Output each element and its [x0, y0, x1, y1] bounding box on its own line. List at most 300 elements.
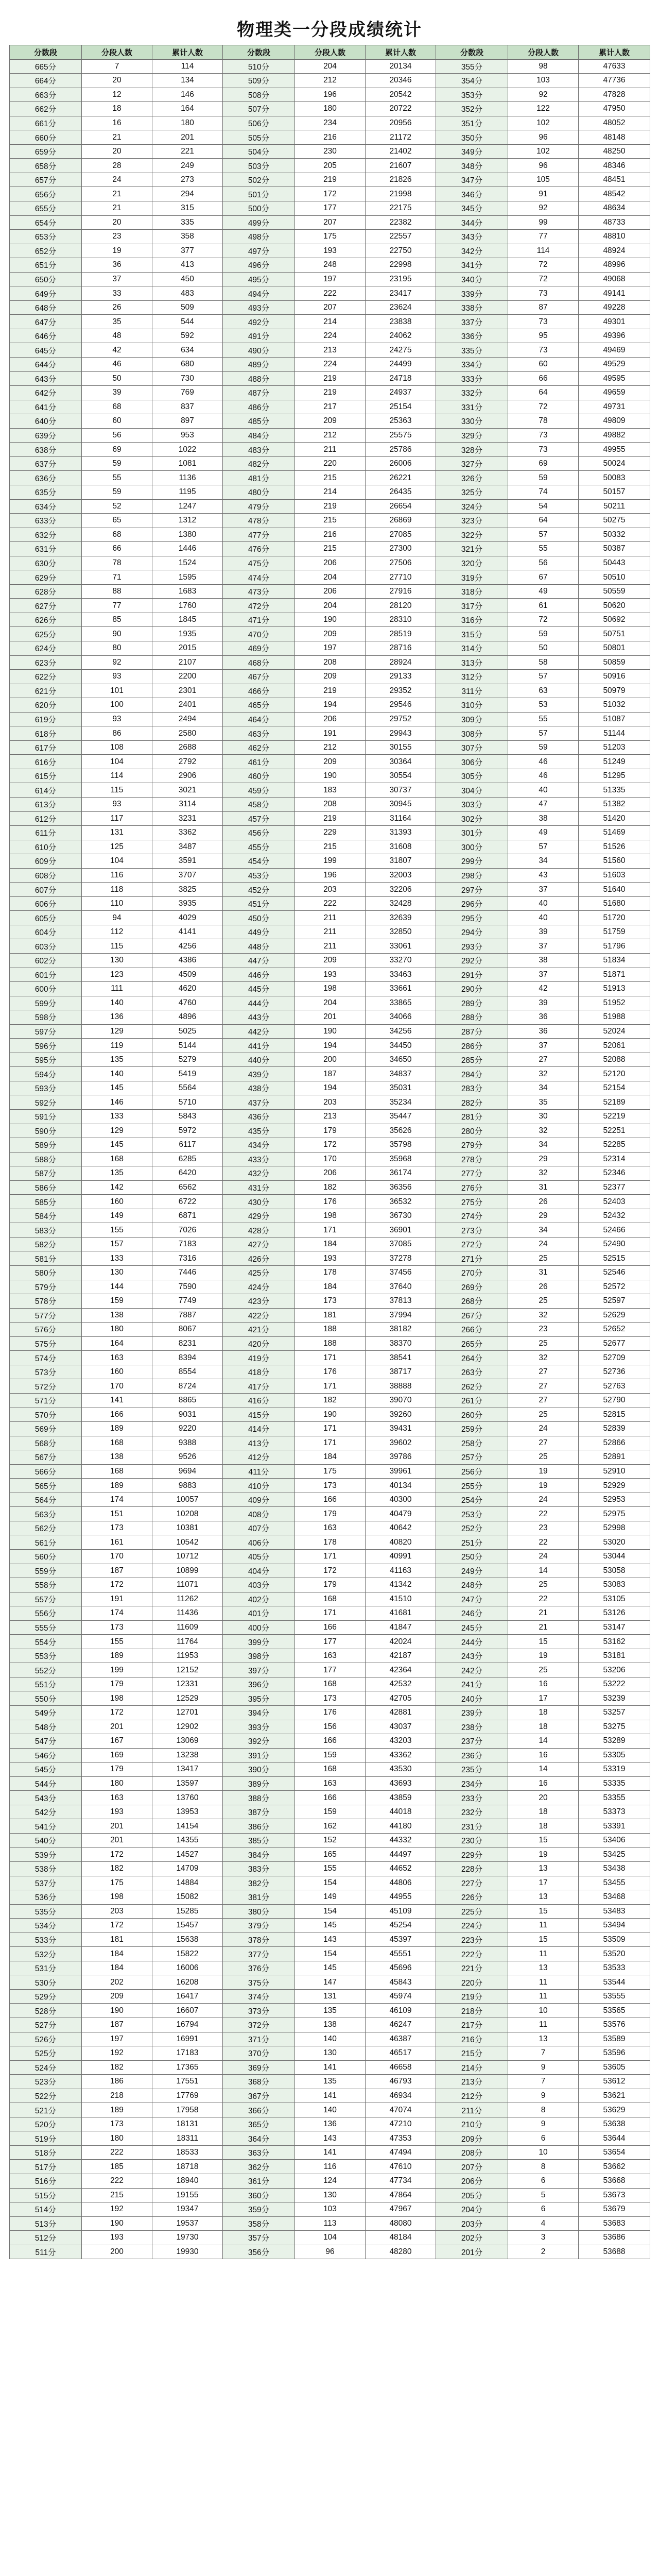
table-row: [10, 2060, 650, 2075]
segment-count-cell: 68: [82, 400, 152, 414]
score-cell: 641分: [10, 400, 82, 414]
segment-count-cell: 155: [82, 1635, 152, 1649]
score-cell: 550分: [10, 1691, 82, 1706]
table-row: [10, 1989, 650, 2004]
score-cell: 349分: [436, 144, 508, 159]
score-cell: 476分: [223, 542, 295, 556]
score-cell: 314分: [436, 641, 508, 655]
score-cell: 462分: [223, 740, 295, 755]
segment-count-cell: 156: [295, 1720, 366, 1734]
segment-count-cell: 170: [295, 1152, 366, 1166]
cumulative-count-cell: 50387: [579, 542, 650, 556]
cumulative-count-cell: 52346: [579, 1166, 650, 1181]
score-cell: 610分: [10, 840, 82, 854]
cumulative-count-cell: 16208: [152, 1975, 223, 1990]
score-cell: 354分: [436, 74, 508, 88]
score-cell: 367分: [223, 2089, 295, 2103]
segment-count-cell: 193: [295, 968, 366, 982]
segment-count-cell: 171: [295, 1379, 366, 1394]
cumulative-count-cell: 52815: [579, 1408, 650, 1422]
score-cell: 248分: [436, 1578, 508, 1592]
segment-count-cell: 85: [82, 613, 152, 627]
score-cell: 268分: [436, 1294, 508, 1309]
segment-count-cell: 46: [82, 358, 152, 372]
score-cell: 350分: [436, 130, 508, 145]
segment-count-cell: 146: [82, 1095, 152, 1110]
table-row: [10, 1223, 650, 1238]
segment-count-cell: 15: [508, 1904, 579, 1919]
cumulative-count-cell: 53668: [579, 2174, 650, 2189]
cumulative-count-cell: 50692: [579, 613, 650, 627]
score-cell: 401分: [223, 1606, 295, 1621]
cumulative-count-cell: 53520: [579, 1947, 650, 1961]
score-cell: 500分: [223, 201, 295, 216]
cumulative-count-cell: 40991: [366, 1549, 436, 1564]
cumulative-count-cell: 47736: [579, 74, 650, 88]
score-cell: 412分: [223, 1450, 295, 1465]
score-cell: 303分: [436, 797, 508, 811]
segment-count-cell: 48: [82, 329, 152, 343]
cumulative-count-cell: 48996: [579, 258, 650, 273]
segment-count-cell: 155: [295, 1862, 366, 1876]
cumulative-count-cell: 50916: [579, 670, 650, 684]
score-cell: 541分: [10, 1819, 82, 1834]
cumulative-count-cell: 35031: [366, 1081, 436, 1095]
segment-count-cell: 141: [295, 2145, 366, 2160]
cumulative-count-cell: 53679: [579, 2202, 650, 2217]
cumulative-count-cell: 4620: [152, 982, 223, 996]
score-cell: 335分: [436, 343, 508, 358]
table-row: [10, 1095, 650, 1110]
score-cell: 496分: [223, 258, 295, 273]
score-cell: 253分: [436, 1507, 508, 1521]
segment-count-cell: 91: [508, 187, 579, 201]
score-cell: 578分: [10, 1294, 82, 1309]
cumulative-count-cell: 28120: [366, 599, 436, 613]
segment-count-cell: 13: [508, 1862, 579, 1876]
segment-count-cell: 39: [508, 996, 579, 1010]
segment-count-cell: 57: [508, 840, 579, 854]
score-cell: 244分: [436, 1635, 508, 1649]
score-cell: 218分: [436, 2004, 508, 2018]
cumulative-count-cell: 53638: [579, 2117, 650, 2131]
segment-count-cell: 46: [508, 769, 579, 783]
score-cell: 389分: [223, 1776, 295, 1791]
cumulative-count-cell: 38370: [366, 1336, 436, 1351]
cumulative-count-cell: 50024: [579, 456, 650, 471]
segment-count-cell: 143: [295, 2131, 366, 2146]
score-cell: 512分: [10, 2231, 82, 2245]
segment-count-cell: 154: [295, 1876, 366, 1890]
cumulative-count-cell: 51335: [579, 783, 650, 798]
cumulative-count-cell: 8865: [152, 1393, 223, 1408]
segment-count-cell: 130: [82, 1266, 152, 1280]
segment-count-cell: 141: [82, 1393, 152, 1408]
score-cell: 485分: [223, 414, 295, 429]
cumulative-count-cell: 13760: [152, 1791, 223, 1805]
cumulative-count-cell: 46247: [366, 2018, 436, 2032]
score-cell: 457分: [223, 811, 295, 826]
cumulative-count-cell: 49228: [579, 300, 650, 315]
cumulative-count-cell: 1195: [152, 485, 223, 499]
cumulative-count-cell: 25786: [366, 443, 436, 457]
score-cell: 283分: [436, 1081, 508, 1095]
segment-count-cell: 166: [295, 1791, 366, 1805]
cumulative-count-cell: 39070: [366, 1393, 436, 1408]
cumulative-count-cell: 22998: [366, 258, 436, 273]
segment-count-cell: 16: [508, 1776, 579, 1791]
score-cell: 467分: [223, 670, 295, 684]
score-cell: 439分: [223, 1067, 295, 1081]
segment-count-cell: 21: [508, 1620, 579, 1635]
cumulative-count-cell: 37813: [366, 1294, 436, 1309]
cumulative-count-cell: 50443: [579, 556, 650, 570]
cumulative-count-cell: 3231: [152, 811, 223, 826]
cumulative-count-cell: 8394: [152, 1351, 223, 1365]
segment-count-cell: 145: [295, 1961, 366, 1975]
segment-count-cell: 33: [82, 286, 152, 301]
score-cell: 664分: [10, 74, 82, 88]
segment-count-cell: 37: [82, 272, 152, 286]
cumulative-count-cell: 52154: [579, 1081, 650, 1095]
cumulative-count-cell: 7590: [152, 1280, 223, 1294]
table-row: [10, 1890, 650, 1905]
cumulative-count-cell: 10381: [152, 1521, 223, 1535]
cumulative-count-cell: 9220: [152, 1422, 223, 1436]
cumulative-count-cell: 10712: [152, 1549, 223, 1564]
score-cell: 305分: [436, 769, 508, 783]
segment-count-cell: 168: [295, 1762, 366, 1777]
score-cell: 375分: [223, 1975, 295, 1990]
segment-count-cell: 140: [295, 2032, 366, 2046]
score-cell: 585分: [10, 1195, 82, 1209]
segment-count-cell: 27: [508, 1436, 579, 1450]
column-header: 累计人数: [152, 45, 223, 60]
score-cell: 249分: [436, 1564, 508, 1578]
score-cell: 450分: [223, 911, 295, 925]
table-row: [10, 1365, 650, 1379]
segment-count-cell: 184: [295, 1280, 366, 1294]
table-row: [10, 570, 650, 585]
score-cell: 323分: [436, 514, 508, 528]
segment-count-cell: 77: [82, 599, 152, 613]
score-cell: 221分: [436, 1961, 508, 1975]
segment-count-cell: 197: [295, 272, 366, 286]
score-cell: 290分: [436, 982, 508, 996]
segment-count-cell: 34: [508, 1081, 579, 1095]
score-cell: 266分: [436, 1323, 508, 1337]
cumulative-count-cell: 164: [152, 102, 223, 116]
cumulative-count-cell: 9031: [152, 1408, 223, 1422]
score-cell: 411分: [223, 1464, 295, 1479]
segment-count-cell: 171: [295, 1549, 366, 1564]
cumulative-count-cell: 45974: [366, 1989, 436, 2004]
cumulative-count-cell: 50083: [579, 471, 650, 485]
cumulative-count-cell: 7446: [152, 1266, 223, 1280]
segment-count-cell: 160: [82, 1195, 152, 1209]
segment-count-cell: 27: [508, 1379, 579, 1394]
score-cell: 513分: [10, 2216, 82, 2231]
score-cell: 216分: [436, 2032, 508, 2046]
segment-count-cell: 68: [82, 528, 152, 542]
score-cell: 573分: [10, 1365, 82, 1379]
segment-count-cell: 78: [508, 414, 579, 429]
segment-count-cell: 189: [82, 1649, 152, 1663]
segment-count-cell: 222: [82, 2145, 152, 2160]
score-cell: 417分: [223, 1379, 295, 1394]
table-row: [10, 1152, 650, 1166]
cumulative-count-cell: 53621: [579, 2089, 650, 2103]
cumulative-count-cell: 53483: [579, 1904, 650, 1919]
cumulative-count-cell: 31393: [366, 826, 436, 840]
segment-count-cell: 193: [295, 1251, 366, 1266]
segment-count-cell: 25: [508, 1336, 579, 1351]
score-cell: 239分: [436, 1705, 508, 1720]
score-cell: 534分: [10, 1919, 82, 1933]
cumulative-count-cell: 7183: [152, 1237, 223, 1251]
cumulative-count-cell: 27710: [366, 570, 436, 585]
cumulative-count-cell: 5972: [152, 1124, 223, 1138]
cumulative-count-cell: 22382: [366, 215, 436, 230]
cumulative-count-cell: 44180: [366, 1819, 436, 1834]
segment-count-cell: 6: [508, 2174, 579, 2189]
segment-count-cell: 206: [295, 712, 366, 726]
segment-count-cell: 9: [508, 2117, 579, 2131]
score-cell: 287分: [436, 1024, 508, 1039]
segment-count-cell: 135: [295, 2075, 366, 2089]
cumulative-count-cell: 53644: [579, 2131, 650, 2146]
segment-count-cell: 194: [295, 1039, 366, 1053]
cumulative-count-cell: 44018: [366, 1805, 436, 1819]
score-cell: 493分: [223, 300, 295, 315]
cumulative-count-cell: 51420: [579, 811, 650, 826]
segment-count-cell: 215: [295, 514, 366, 528]
segment-count-cell: 24: [508, 1549, 579, 1564]
score-cell: 444分: [223, 996, 295, 1010]
segment-count-cell: 69: [82, 443, 152, 457]
score-cell: 614分: [10, 783, 82, 798]
score-cell: 494分: [223, 286, 295, 301]
cumulative-count-cell: 40820: [366, 1535, 436, 1550]
segment-count-cell: 26: [82, 300, 152, 315]
cumulative-count-cell: 26869: [366, 514, 436, 528]
score-cell: 312分: [436, 670, 508, 684]
segment-count-cell: 77: [508, 230, 579, 244]
segment-count-cell: 215: [295, 542, 366, 556]
segment-count-cell: 55: [508, 542, 579, 556]
segment-count-cell: 168: [82, 1436, 152, 1450]
score-cell: 451分: [223, 896, 295, 911]
cumulative-count-cell: 11609: [152, 1620, 223, 1635]
segment-count-cell: 7: [508, 2075, 579, 2089]
segment-count-cell: 18: [508, 1705, 579, 1720]
segment-count-cell: 140: [82, 996, 152, 1010]
segment-count-cell: 222: [82, 2174, 152, 2189]
score-cell: 545分: [10, 1762, 82, 1777]
score-cell: 639分: [10, 428, 82, 443]
cumulative-count-cell: 53105: [579, 1592, 650, 1606]
score-cell: 543分: [10, 1791, 82, 1805]
segment-count-cell: 189: [82, 1422, 152, 1436]
cumulative-count-cell: 37994: [366, 1308, 436, 1323]
segment-count-cell: 72: [508, 272, 579, 286]
score-cell: 254分: [436, 1493, 508, 1507]
cumulative-count-cell: 32850: [366, 925, 436, 939]
segment-count-cell: 214: [295, 315, 366, 329]
table-row: [10, 1649, 650, 1663]
segment-count-cell: 47: [508, 797, 579, 811]
segment-count-cell: 165: [295, 1848, 366, 1862]
score-cell: 371分: [223, 2032, 295, 2046]
cumulative-count-cell: 35798: [366, 1138, 436, 1153]
score-cell: 558分: [10, 1578, 82, 1592]
segment-count-cell: 20: [82, 215, 152, 230]
cumulative-count-cell: 8231: [152, 1336, 223, 1351]
cumulative-count-cell: 52024: [579, 1024, 650, 1039]
cumulative-count-cell: 16991: [152, 2032, 223, 2046]
cumulative-count-cell: 17551: [152, 2075, 223, 2089]
segment-count-cell: 104: [82, 854, 152, 869]
segment-count-cell: 21: [82, 201, 152, 216]
score-cell: 597分: [10, 1024, 82, 1039]
cumulative-count-cell: 53688: [579, 2245, 650, 2259]
segment-count-cell: 119: [82, 1039, 152, 1053]
score-cell: 301分: [436, 826, 508, 840]
segment-count-cell: 208: [295, 655, 366, 670]
cumulative-count-cell: 180: [152, 116, 223, 130]
score-cell: 520分: [10, 2117, 82, 2131]
segment-count-cell: 175: [295, 230, 366, 244]
score-cell: 620分: [10, 698, 82, 713]
segment-count-cell: 204: [295, 599, 366, 613]
cumulative-count-cell: 53425: [579, 1848, 650, 1862]
cumulative-count-cell: 53686: [579, 2231, 650, 2245]
cumulative-count-cell: 48451: [579, 173, 650, 187]
segment-count-cell: 209: [295, 627, 366, 641]
segment-count-cell: 59: [508, 471, 579, 485]
segment-count-cell: 181: [82, 1933, 152, 1947]
segment-count-cell: 65: [82, 514, 152, 528]
segment-count-cell: 206: [295, 1166, 366, 1181]
score-cell: 501分: [223, 187, 295, 201]
score-cell: 379分: [223, 1919, 295, 1933]
table-row: [10, 1436, 650, 1450]
score-cell: 559分: [10, 1564, 82, 1578]
score-cell: 624分: [10, 641, 82, 655]
score-cell: 276分: [436, 1180, 508, 1195]
cumulative-count-cell: 53305: [579, 1748, 650, 1762]
segment-count-cell: 8: [508, 2103, 579, 2117]
cumulative-count-cell: 18533: [152, 2145, 223, 2160]
score-cell: 297分: [436, 883, 508, 897]
segment-count-cell: 215: [295, 471, 366, 485]
table-row: [10, 1195, 650, 1209]
table-row: [10, 2103, 650, 2117]
table-row: [10, 1762, 650, 1777]
score-cell: 209分: [436, 2131, 508, 2146]
cumulative-count-cell: 51640: [579, 883, 650, 897]
score-cell: 665分: [10, 59, 82, 74]
cumulative-count-cell: 43530: [366, 1762, 436, 1777]
segment-count-cell: 145: [82, 1138, 152, 1153]
score-cell: 327分: [436, 456, 508, 471]
cumulative-count-cell: 14884: [152, 1876, 223, 1890]
cumulative-count-cell: 21998: [366, 187, 436, 201]
score-cell: 205分: [436, 2188, 508, 2202]
score-cell: 531分: [10, 1961, 82, 1975]
cumulative-count-cell: 49659: [579, 386, 650, 400]
score-cell: 552分: [10, 1663, 82, 1677]
cumulative-count-cell: 2015: [152, 641, 223, 655]
score-cell: 609分: [10, 854, 82, 869]
score-cell: 580分: [10, 1266, 82, 1280]
table-row: [10, 1308, 650, 1323]
cumulative-count-cell: 53494: [579, 1919, 650, 1933]
segment-count-cell: 129: [82, 1124, 152, 1138]
table-row: [10, 2032, 650, 2046]
score-cell: 437分: [223, 1095, 295, 1110]
score-cell: 203分: [436, 2216, 508, 2231]
segment-count-cell: 170: [82, 1379, 152, 1394]
cumulative-count-cell: 45843: [366, 1975, 436, 1990]
cumulative-count-cell: 1380: [152, 528, 223, 542]
segment-count-cell: 73: [508, 428, 579, 443]
score-cell: 530分: [10, 1975, 82, 1990]
score-cell: 302分: [436, 811, 508, 826]
segment-count-cell: 57: [508, 528, 579, 542]
segment-count-cell: 102: [508, 144, 579, 159]
cumulative-count-cell: 12529: [152, 1691, 223, 1706]
cumulative-count-cell: 53455: [579, 1876, 650, 1890]
table-row: [10, 230, 650, 244]
page-title: 物理类一分段成绩统计: [237, 20, 422, 40]
cumulative-count-cell: 38182: [366, 1323, 436, 1337]
segment-count-cell: 13: [508, 1961, 579, 1975]
score-cell: 242分: [436, 1663, 508, 1677]
cumulative-count-cell: 52314: [579, 1152, 650, 1166]
cumulative-count-cell: 221: [152, 144, 223, 159]
table-row: [10, 627, 650, 641]
score-cell: 656分: [10, 187, 82, 201]
score-cell: 347分: [436, 173, 508, 187]
score-cell: 560分: [10, 1549, 82, 1564]
cumulative-count-cell: 6420: [152, 1166, 223, 1181]
cumulative-count-cell: 52975: [579, 1507, 650, 1521]
cumulative-count-cell: 11262: [152, 1592, 223, 1606]
cumulative-count-cell: 37640: [366, 1280, 436, 1294]
segment-count-cell: 14: [508, 1734, 579, 1749]
score-cell: 582分: [10, 1237, 82, 1251]
segment-count-cell: 64: [508, 386, 579, 400]
score-cell: 488分: [223, 371, 295, 386]
table-row: [10, 2131, 650, 2146]
score-cell: 397分: [223, 1663, 295, 1677]
segment-count-cell: 130: [295, 2188, 366, 2202]
score-cell: 272分: [436, 1237, 508, 1251]
score-cell: 428分: [223, 1223, 295, 1238]
cumulative-count-cell: 34837: [366, 1067, 436, 1081]
segment-count-cell: 138: [82, 1308, 152, 1323]
cumulative-count-cell: 19347: [152, 2202, 223, 2217]
segment-count-cell: 20: [82, 74, 152, 88]
cumulative-count-cell: 19930: [152, 2245, 223, 2259]
score-cell: 399分: [223, 1635, 295, 1649]
cumulative-count-cell: 13238: [152, 1748, 223, 1762]
segment-count-cell: 188: [295, 1323, 366, 1337]
score-cell: 341分: [436, 258, 508, 273]
segment-count-cell: 36: [508, 1024, 579, 1039]
segment-count-cell: 96: [508, 130, 579, 145]
